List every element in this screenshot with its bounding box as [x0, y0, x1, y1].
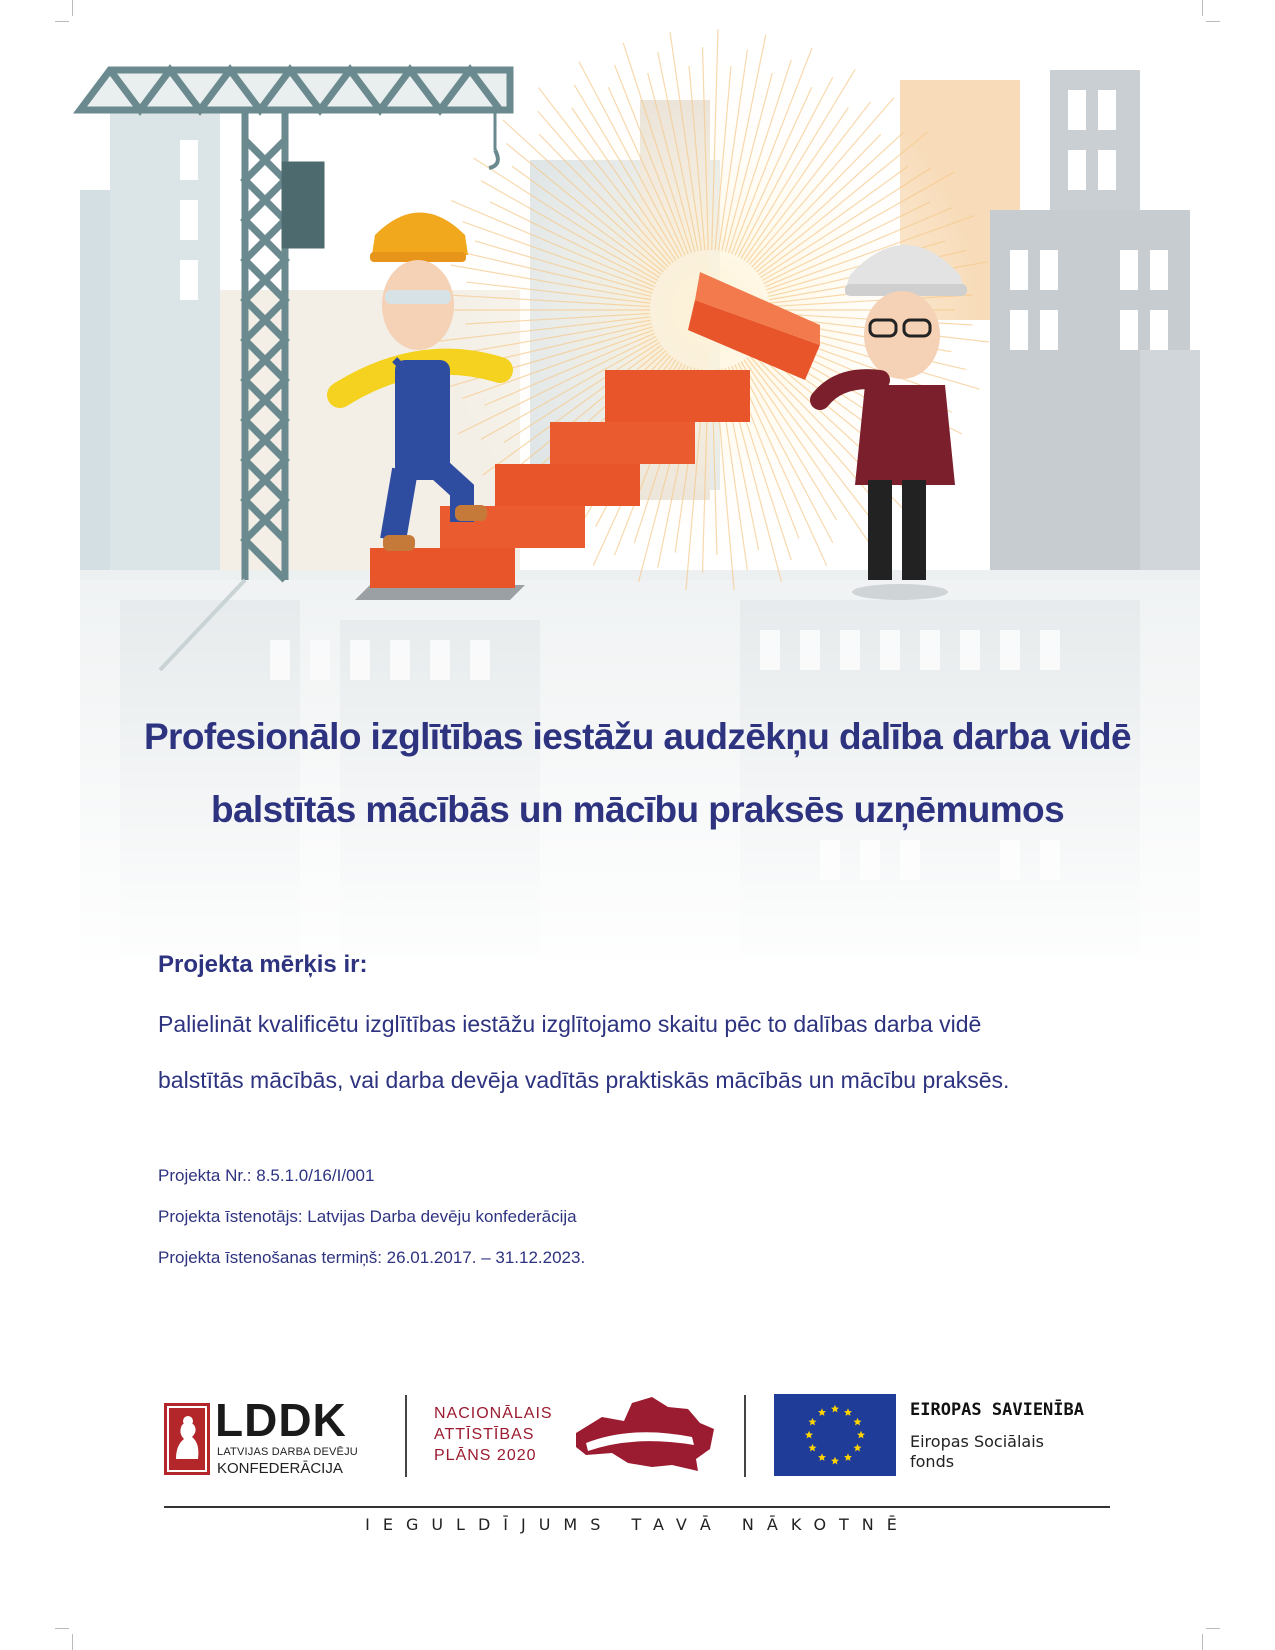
eu-flag-icon: [774, 1394, 896, 1476]
eu-subtitle-1: Eiropas Sociālais: [910, 1432, 1044, 1451]
tagline: IEGULDĪJUMS TAVĀ NĀKOTNĒ: [365, 1515, 910, 1534]
lddk-name: LDDK: [215, 1394, 347, 1446]
crop-mark: [1206, 1628, 1220, 1629]
crop-mark: [55, 1628, 69, 1629]
latvia-map-icon: [572, 1393, 718, 1475]
eu-title: EIROPAS SAVIENĪBA: [910, 1400, 1084, 1420]
project-number: Projekta Nr.: 8.5.1.0/16/I/001: [158, 1166, 375, 1185]
nap-line-3: PLĀNS 2020: [434, 1447, 537, 1464]
lion-emblem-icon: [164, 1403, 210, 1475]
page-title-line-1: Profesionālo izglītības iestāžu audzēkņu dalība darba vidē: [143, 716, 1132, 757]
project-term: Projekta īstenošanas termiņš: 26.01.2017. – 31.12.2023.: [158, 1248, 586, 1267]
nap-line-2: ATTĪSTĪBAS: [434, 1426, 535, 1443]
eu-subtitle-2: fonds: [910, 1452, 955, 1471]
page-title-line-2: balstītās mācībās un mācību praksēs uzņēmumos: [210, 789, 1065, 830]
crop-mark: [1202, 1634, 1203, 1650]
logo-divider: [405, 1395, 407, 1477]
aim-heading: Projekta mērķis ir:: [158, 951, 368, 978]
project-implementer: Projekta īstenotājs: Latvijas Darba devēju konfederācija: [158, 1207, 577, 1226]
crop-mark: [72, 1634, 73, 1650]
aim-text-line-1: Palielināt kvalificētu izglītības iestāžu izglītojamo skaitu pēc to dalības darba vidē: [158, 1011, 982, 1037]
footer-rule: [164, 1506, 1110, 1508]
nap-line-1: NACIONĀLAIS: [434, 1405, 553, 1422]
lddk-subtitle-2: KONFEDERĀCIJA: [217, 1460, 343, 1477]
logo-divider: [744, 1395, 746, 1477]
aim-text-line-2: balstītās mācībās, vai darba devēja vadītās praktiskās mācībās un mācību praksēs.: [158, 1067, 1010, 1093]
lddk-subtitle-1: LATVIJAS DARBA DEVĒJU: [217, 1446, 358, 1458]
